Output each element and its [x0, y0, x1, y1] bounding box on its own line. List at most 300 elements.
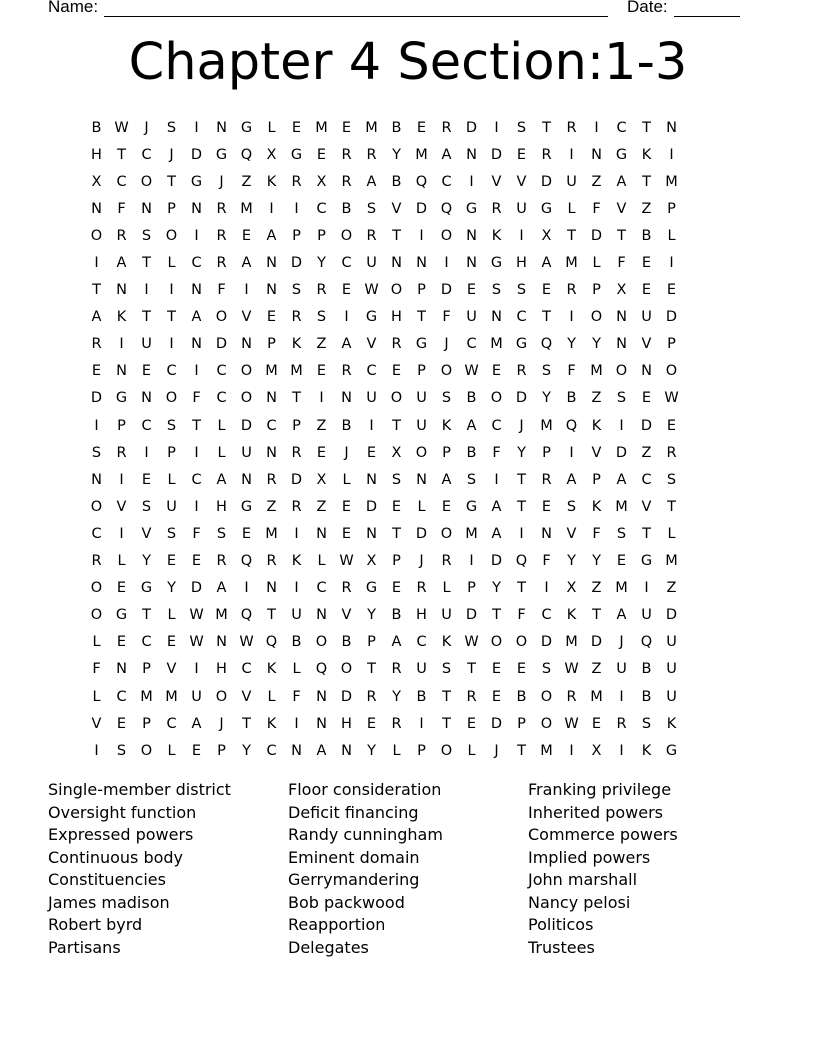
grid-letter[interactable]: M: [540, 417, 553, 434]
grid-letter[interactable]: L: [92, 688, 101, 705]
grid-letter[interactable]: N: [266, 255, 277, 272]
grid-letter[interactable]: A: [491, 525, 502, 542]
grid-letter[interactable]: T: [142, 607, 151, 624]
grid-letter[interactable]: E: [191, 553, 202, 570]
grid-letter[interactable]: E: [641, 282, 652, 299]
grid-letter[interactable]: K: [266, 715, 277, 732]
grid-letter[interactable]: F: [567, 363, 576, 380]
grid-letter[interactable]: R: [216, 227, 227, 244]
grid-letter[interactable]: N: [116, 363, 127, 380]
grid-letter[interactable]: L: [217, 417, 226, 434]
grid-letter[interactable]: O: [540, 688, 553, 705]
grid-letter[interactable]: F: [542, 553, 551, 570]
grid-letter[interactable]: L: [317, 553, 326, 570]
grid-letter[interactable]: Y: [142, 553, 151, 570]
grid-letter[interactable]: E: [391, 498, 402, 515]
grid-letter[interactable]: M: [565, 255, 578, 272]
grid-letter[interactable]: R: [341, 580, 352, 597]
grid-letter[interactable]: J: [519, 417, 524, 434]
grid-letter[interactable]: E: [291, 119, 302, 136]
grid-letter[interactable]: R: [541, 146, 552, 163]
grid-letter[interactable]: B: [466, 444, 477, 461]
grid-letter[interactable]: R: [116, 444, 127, 461]
grid-letter[interactable]: R: [216, 553, 227, 570]
grid-letter[interactable]: I: [519, 227, 524, 244]
grid-letter[interactable]: N: [141, 200, 152, 217]
grid-letter[interactable]: I: [594, 119, 599, 136]
grid-letter[interactable]: L: [167, 471, 176, 488]
grid-letter[interactable]: W: [239, 634, 254, 651]
grid-letter[interactable]: N: [316, 688, 327, 705]
grid-letter[interactable]: S: [516, 119, 527, 136]
grid-letter[interactable]: G: [490, 255, 503, 272]
grid-letter[interactable]: G: [215, 146, 228, 163]
grid-letter[interactable]: N: [91, 471, 102, 488]
grid-letter[interactable]: M: [490, 336, 503, 353]
grid-letter[interactable]: M: [665, 553, 678, 570]
grid-letter[interactable]: R: [391, 661, 402, 678]
grid-letter[interactable]: X: [366, 553, 377, 570]
grid-letter[interactable]: S: [366, 200, 377, 217]
grid-letter[interactable]: N: [466, 227, 477, 244]
grid-letter[interactable]: O: [415, 444, 428, 461]
grid-letter[interactable]: N: [641, 363, 652, 380]
grid-letter[interactable]: O: [390, 282, 403, 299]
grid-letter[interactable]: I: [369, 417, 374, 434]
grid-letter[interactable]: D: [365, 498, 378, 515]
grid-letter[interactable]: V: [116, 498, 127, 515]
grid-letter[interactable]: B: [291, 634, 302, 651]
grid-letter[interactable]: U: [666, 661, 677, 678]
grid-letter[interactable]: G: [365, 309, 378, 326]
grid-letter[interactable]: P: [367, 634, 376, 651]
grid-letter[interactable]: K: [566, 607, 577, 624]
grid-letter[interactable]: U: [241, 444, 252, 461]
grid-letter[interactable]: T: [192, 417, 201, 434]
grid-letter[interactable]: R: [566, 688, 577, 705]
grid-letter[interactable]: K: [441, 417, 452, 434]
grid-letter[interactable]: P: [142, 661, 151, 678]
grid-letter[interactable]: A: [441, 471, 452, 488]
grid-letter[interactable]: F: [492, 444, 501, 461]
grid-letter[interactable]: Z: [641, 200, 652, 217]
grid-letter[interactable]: L: [442, 580, 451, 597]
grid-letter[interactable]: R: [91, 336, 102, 353]
grid-letter[interactable]: R: [341, 146, 352, 163]
grid-letter[interactable]: A: [266, 227, 277, 244]
grid-letter[interactable]: G: [115, 390, 128, 407]
grid-letter[interactable]: P: [442, 444, 451, 461]
grid-letter[interactable]: R: [216, 200, 227, 217]
grid-letter[interactable]: E: [266, 309, 277, 326]
grid-letter[interactable]: W: [339, 553, 354, 570]
grid-letter[interactable]: O: [340, 227, 353, 244]
grid-letter[interactable]: M: [315, 119, 328, 136]
grid-letter[interactable]: A: [391, 634, 402, 651]
grid-letter[interactable]: U: [616, 661, 627, 678]
grid-letter[interactable]: T: [642, 119, 651, 136]
grid-letter[interactable]: C: [641, 471, 652, 488]
grid-letter[interactable]: P: [542, 444, 551, 461]
grid-letter[interactable]: M: [240, 200, 253, 217]
grid-letter[interactable]: I: [294, 715, 299, 732]
grid-letter[interactable]: Y: [167, 580, 176, 597]
grid-letter[interactable]: C: [191, 255, 202, 272]
grid-letter[interactable]: C: [116, 173, 127, 190]
grid-letter[interactable]: E: [166, 553, 177, 570]
grid-letter[interactable]: C: [91, 525, 102, 542]
grid-letter[interactable]: M: [415, 146, 428, 163]
grid-letter[interactable]: A: [216, 580, 227, 597]
grid-letter[interactable]: P: [592, 471, 601, 488]
grid-letter[interactable]: X: [266, 146, 277, 163]
grid-letter[interactable]: M: [540, 742, 553, 759]
grid-letter[interactable]: D: [640, 417, 653, 434]
grid-letter[interactable]: A: [366, 173, 377, 190]
grid-letter[interactable]: Y: [392, 688, 401, 705]
grid-letter[interactable]: F: [592, 200, 601, 217]
grid-letter[interactable]: D: [290, 255, 303, 272]
grid-letter[interactable]: A: [566, 471, 577, 488]
grid-letter[interactable]: D: [540, 173, 553, 190]
grid-letter[interactable]: N: [341, 390, 352, 407]
grid-letter[interactable]: O: [215, 309, 228, 326]
grid-letter[interactable]: N: [266, 580, 277, 597]
grid-letter[interactable]: Z: [316, 336, 327, 353]
grid-letter[interactable]: P: [217, 742, 226, 759]
grid-letter[interactable]: I: [644, 580, 649, 597]
grid-letter[interactable]: P: [392, 553, 401, 570]
grid-letter[interactable]: E: [391, 363, 402, 380]
grid-letter[interactable]: N: [341, 742, 352, 759]
grid-letter[interactable]: E: [166, 634, 177, 651]
grid-letter[interactable]: D: [615, 444, 628, 461]
grid-letter[interactable]: K: [666, 715, 677, 732]
grid-letter[interactable]: N: [491, 309, 502, 326]
grid-letter[interactable]: I: [194, 119, 199, 136]
grid-letter[interactable]: I: [194, 661, 199, 678]
grid-letter[interactable]: E: [341, 498, 352, 515]
grid-letter[interactable]: N: [216, 634, 227, 651]
grid-letter[interactable]: D: [465, 607, 478, 624]
grid-letter[interactable]: I: [244, 282, 249, 299]
grid-letter[interactable]: E: [91, 363, 102, 380]
grid-letter[interactable]: Y: [492, 580, 501, 597]
grid-letter[interactable]: B: [641, 688, 652, 705]
grid-letter[interactable]: I: [569, 309, 574, 326]
grid-letter[interactable]: G: [665, 742, 678, 759]
grid-letter[interactable]: I: [194, 444, 199, 461]
grid-letter[interactable]: E: [466, 282, 477, 299]
grid-letter[interactable]: V: [641, 498, 652, 515]
grid-letter[interactable]: Y: [592, 336, 601, 353]
grid-letter[interactable]: P: [667, 200, 676, 217]
grid-letter[interactable]: J: [144, 119, 149, 136]
grid-letter[interactable]: D: [515, 390, 528, 407]
grid-letter[interactable]: P: [167, 444, 176, 461]
grid-letter[interactable]: C: [266, 742, 277, 759]
grid-letter[interactable]: S: [166, 417, 177, 434]
grid-letter[interactable]: D: [590, 227, 603, 244]
grid-letter[interactable]: M: [290, 363, 303, 380]
grid-letter[interactable]: E: [241, 525, 252, 542]
grid-letter[interactable]: M: [265, 525, 278, 542]
grid-letter[interactable]: I: [619, 417, 624, 434]
grid-letter[interactable]: L: [667, 525, 676, 542]
grid-letter[interactable]: U: [166, 498, 177, 515]
grid-letter[interactable]: H: [416, 607, 427, 624]
grid-letter[interactable]: U: [141, 336, 152, 353]
grid-letter[interactable]: S: [566, 498, 577, 515]
grid-letter[interactable]: T: [517, 471, 526, 488]
grid-letter[interactable]: O: [490, 390, 503, 407]
grid-letter[interactable]: O: [90, 580, 103, 597]
grid-letter[interactable]: I: [194, 227, 199, 244]
grid-letter[interactable]: I: [94, 742, 99, 759]
grid-letter[interactable]: I: [444, 255, 449, 272]
grid-letter[interactable]: D: [415, 200, 428, 217]
grid-letter[interactable]: R: [366, 688, 377, 705]
grid-letter[interactable]: G: [615, 146, 628, 163]
grid-letter[interactable]: T: [417, 309, 426, 326]
grid-letter[interactable]: U: [366, 390, 377, 407]
grid-letter[interactable]: C: [316, 580, 327, 597]
grid-letter[interactable]: L: [92, 634, 101, 651]
grid-letter[interactable]: E: [666, 417, 677, 434]
grid-letter[interactable]: S: [291, 282, 302, 299]
grid-letter[interactable]: M: [365, 119, 378, 136]
grid-letter[interactable]: T: [542, 119, 551, 136]
grid-letter[interactable]: E: [541, 498, 552, 515]
grid-letter[interactable]: N: [191, 336, 202, 353]
grid-letter[interactable]: X: [391, 444, 402, 461]
grid-letter[interactable]: A: [191, 309, 202, 326]
grid-letter[interactable]: B: [91, 119, 102, 136]
grid-letter[interactable]: W: [564, 715, 579, 732]
grid-letter[interactable]: I: [294, 580, 299, 597]
grid-letter[interactable]: U: [666, 688, 677, 705]
grid-letter[interactable]: C: [141, 417, 152, 434]
grid-letter[interactable]: Y: [567, 553, 576, 570]
grid-letter[interactable]: G: [290, 146, 303, 163]
grid-letter[interactable]: B: [516, 688, 527, 705]
grid-letter[interactable]: M: [465, 525, 478, 542]
grid-letter[interactable]: R: [616, 715, 627, 732]
grid-letter[interactable]: E: [491, 688, 502, 705]
grid-letter[interactable]: R: [566, 119, 577, 136]
grid-letter[interactable]: I: [294, 525, 299, 542]
grid-letter[interactable]: U: [366, 255, 377, 272]
grid-letter[interactable]: D: [190, 146, 203, 163]
grid-letter[interactable]: R: [341, 363, 352, 380]
grid-letter[interactable]: R: [266, 471, 277, 488]
grid-letter[interactable]: R: [466, 688, 477, 705]
grid-letter[interactable]: E: [341, 119, 352, 136]
grid-letter[interactable]: A: [541, 255, 552, 272]
grid-letter[interactable]: K: [441, 634, 452, 651]
grid-letter[interactable]: B: [641, 227, 652, 244]
grid-letter[interactable]: M: [615, 580, 628, 597]
grid-letter[interactable]: V: [566, 525, 577, 542]
grid-letter[interactable]: I: [669, 255, 674, 272]
grid-letter[interactable]: K: [116, 309, 127, 326]
grid-letter[interactable]: C: [341, 255, 352, 272]
grid-letter[interactable]: C: [216, 390, 227, 407]
grid-letter[interactable]: X: [541, 227, 552, 244]
grid-letter[interactable]: I: [419, 227, 424, 244]
grid-letter[interactable]: S: [541, 661, 552, 678]
grid-letter[interactable]: V: [241, 309, 252, 326]
grid-letter[interactable]: X: [616, 282, 627, 299]
grid-letter[interactable]: C: [116, 688, 127, 705]
grid-letter[interactable]: B: [391, 119, 402, 136]
grid-letter[interactable]: N: [466, 255, 477, 272]
grid-letter[interactable]: B: [566, 390, 577, 407]
grid-letter[interactable]: B: [466, 390, 477, 407]
grid-letter[interactable]: R: [216, 255, 227, 272]
grid-letter[interactable]: U: [416, 390, 427, 407]
grid-letter[interactable]: W: [464, 363, 479, 380]
grid-letter[interactable]: O: [240, 363, 253, 380]
grid-letter[interactable]: R: [316, 282, 327, 299]
grid-letter[interactable]: C: [216, 363, 227, 380]
grid-letter[interactable]: N: [616, 336, 627, 353]
grid-letter[interactable]: O: [440, 525, 453, 542]
grid-letter[interactable]: T: [392, 227, 401, 244]
grid-letter[interactable]: H: [391, 309, 402, 326]
grid-letter[interactable]: R: [116, 227, 127, 244]
grid-letter[interactable]: N: [616, 309, 627, 326]
grid-letter[interactable]: T: [167, 173, 176, 190]
grid-letter[interactable]: D: [240, 417, 253, 434]
grid-letter[interactable]: T: [617, 227, 626, 244]
grid-letter[interactable]: V: [641, 336, 652, 353]
grid-letter[interactable]: E: [441, 498, 452, 515]
grid-letter[interactable]: B: [341, 200, 352, 217]
grid-letter[interactable]: G: [240, 498, 253, 515]
grid-letter[interactable]: C: [141, 146, 152, 163]
grid-letter[interactable]: T: [167, 309, 176, 326]
grid-letter[interactable]: I: [569, 444, 574, 461]
grid-letter[interactable]: L: [417, 498, 426, 515]
grid-letter[interactable]: I: [519, 525, 524, 542]
grid-letter[interactable]: Y: [517, 444, 526, 461]
grid-letter[interactable]: T: [542, 309, 551, 326]
grid-letter[interactable]: V: [516, 173, 527, 190]
grid-letter[interactable]: R: [441, 119, 452, 136]
grid-letter[interactable]: C: [491, 417, 502, 434]
grid-letter[interactable]: E: [116, 715, 127, 732]
grid-letter[interactable]: U: [466, 309, 477, 326]
grid-letter[interactable]: R: [266, 553, 277, 570]
grid-letter[interactable]: S: [441, 661, 452, 678]
grid-letter[interactable]: P: [517, 715, 526, 732]
grid-letter[interactable]: F: [442, 309, 451, 326]
grid-letter[interactable]: R: [91, 553, 102, 570]
grid-letter[interactable]: C: [366, 363, 377, 380]
grid-letter[interactable]: S: [491, 282, 502, 299]
grid-letter[interactable]: U: [641, 607, 652, 624]
grid-letter[interactable]: N: [541, 525, 552, 542]
grid-letter[interactable]: D: [590, 634, 603, 651]
grid-letter[interactable]: C: [241, 661, 252, 678]
grid-letter[interactable]: C: [516, 309, 527, 326]
grid-letter[interactable]: I: [619, 742, 624, 759]
grid-letter[interactable]: Q: [640, 634, 653, 651]
grid-letter[interactable]: T: [242, 715, 251, 732]
grid-letter[interactable]: T: [517, 742, 526, 759]
grid-letter[interactable]: M: [590, 363, 603, 380]
grid-letter[interactable]: N: [391, 255, 402, 272]
grid-letter[interactable]: C: [466, 336, 477, 353]
grid-letter[interactable]: Z: [641, 444, 652, 461]
grid-letter[interactable]: D: [290, 471, 303, 488]
grid-letter[interactable]: M: [215, 607, 228, 624]
grid-letter[interactable]: I: [119, 471, 124, 488]
grid-letter[interactable]: E: [316, 363, 327, 380]
grid-letter[interactable]: F: [292, 688, 301, 705]
grid-letter[interactable]: F: [192, 390, 201, 407]
grid-letter[interactable]: E: [241, 227, 252, 244]
grid-letter[interactable]: V: [241, 688, 252, 705]
grid-letter[interactable]: S: [616, 390, 627, 407]
grid-letter[interactable]: N: [666, 119, 677, 136]
grid-letter[interactable]: L: [167, 607, 176, 624]
grid-letter[interactable]: H: [341, 715, 352, 732]
grid-letter[interactable]: T: [267, 607, 276, 624]
grid-letter[interactable]: I: [294, 200, 299, 217]
grid-letter[interactable]: T: [567, 227, 576, 244]
grid-letter[interactable]: E: [341, 282, 352, 299]
grid-letter[interactable]: D: [665, 607, 678, 624]
grid-letter[interactable]: Q: [565, 417, 578, 434]
grid-letter[interactable]: N: [191, 282, 202, 299]
grid-letter[interactable]: W: [364, 282, 379, 299]
grid-letter[interactable]: P: [117, 417, 126, 434]
grid-letter[interactable]: U: [666, 634, 677, 651]
grid-letter[interactable]: O: [165, 227, 178, 244]
grid-letter[interactable]: O: [165, 390, 178, 407]
grid-letter[interactable]: J: [219, 715, 224, 732]
grid-letter[interactable]: P: [417, 363, 426, 380]
grid-letter[interactable]: Z: [591, 173, 602, 190]
grid-letter[interactable]: M: [140, 688, 153, 705]
grid-letter[interactable]: K: [266, 173, 277, 190]
grid-letter[interactable]: R: [666, 444, 677, 461]
grid-letter[interactable]: C: [416, 634, 427, 651]
grid-letter[interactable]: I: [569, 742, 574, 759]
grid-letter[interactable]: R: [366, 227, 377, 244]
grid-letter[interactable]: G: [240, 119, 253, 136]
grid-letter[interactable]: L: [592, 255, 601, 272]
grid-letter[interactable]: L: [292, 661, 301, 678]
grid-letter[interactable]: N: [116, 661, 127, 678]
grid-letter[interactable]: W: [114, 119, 129, 136]
grid-letter[interactable]: M: [665, 173, 678, 190]
grid-letter[interactable]: G: [140, 580, 153, 597]
grid-letter[interactable]: T: [392, 525, 401, 542]
grid-letter[interactable]: Y: [317, 255, 326, 272]
grid-letter[interactable]: S: [391, 471, 402, 488]
grid-letter[interactable]: Z: [591, 580, 602, 597]
grid-letter[interactable]: L: [392, 742, 401, 759]
grid-letter[interactable]: N: [366, 471, 377, 488]
grid-letter[interactable]: I: [619, 688, 624, 705]
grid-letter[interactable]: P: [167, 200, 176, 217]
grid-letter[interactable]: A: [616, 607, 627, 624]
grid-letter[interactable]: A: [466, 417, 477, 434]
grid-letter[interactable]: N: [316, 715, 327, 732]
